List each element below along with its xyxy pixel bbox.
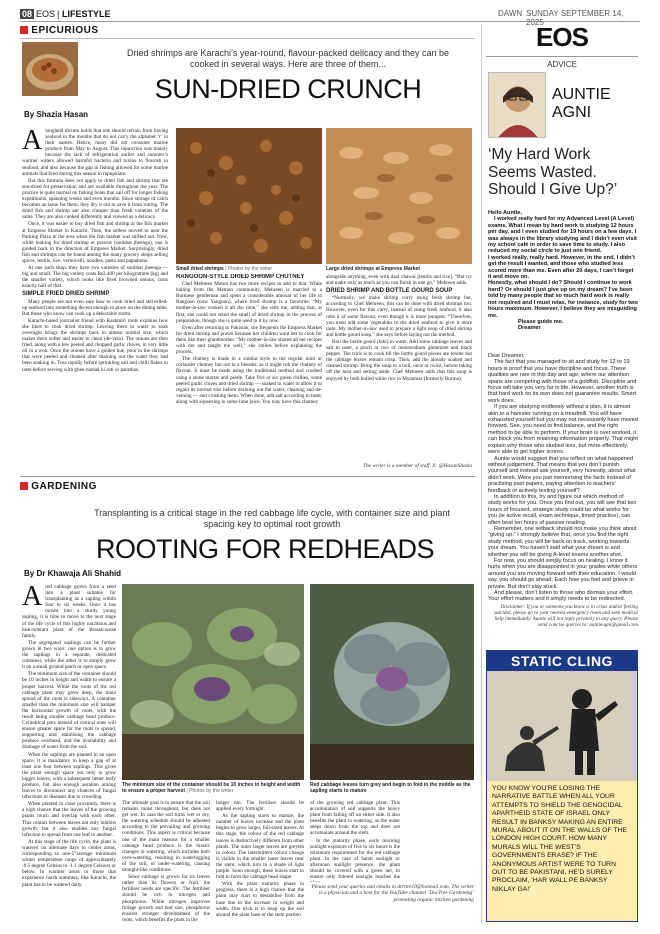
dropcap: A bbox=[22, 584, 43, 612]
gardening-column-3 bbox=[216, 800, 304, 926]
photo-credit: | Photos by the writer bbox=[186, 788, 234, 794]
cabbage-container-caption bbox=[122, 782, 304, 794]
large-shrimp-photo bbox=[326, 128, 472, 264]
auntie-agni-portrait bbox=[488, 72, 546, 138]
static-cling-panel bbox=[486, 650, 638, 922]
square-bullet-icon bbox=[20, 26, 28, 34]
epicurious-top-rule bbox=[20, 38, 475, 39]
eos-logo-rule bbox=[486, 56, 638, 57]
shrimp-bowl-image bbox=[22, 42, 78, 96]
large-shrimp-image bbox=[326, 128, 472, 264]
epicurious-column-1 bbox=[22, 128, 168, 470]
paragraph: If you are studying endlessly without a plan, it is almost akin to a hamster running on a treadmill. You will have exhausted yourself but you may not necessarily have moved forward. See, you need to find balance, and the right method to be able to perform. If your brain is over worked, it can block you from retaining information properly. That might explain why those who studied less, but more effectively, were able to get higher scores. bbox=[488, 404, 638, 456]
subsection-name: LIFESTYLE bbox=[62, 9, 111, 19]
paragraph: Once, it was easier to buy dried fish and shrimp at the fish market at Empress Market in Karachi. Then, the sellers moved to near the Parking Plaza in the area when the fish market was shifted out. Now, while looking for dried shrimp or prawns (soobhat jheenga), one is guided back in the direction of Empress Market. Surprisingly, dried fish and shrimps can be found among the many grocery shops selling spices, lentils, rice, vermicelli, noodles, pasta and papadums. bbox=[22, 221, 168, 264]
cabbage-mature-photo bbox=[310, 584, 474, 780]
letter-signoff: Please guide me. bbox=[518, 318, 564, 325]
issue-date: SUNDAY SEPTEMBER 14, 2025 bbox=[526, 9, 624, 27]
paragraph: The segregated saplings can be further grown in two ways: one option is to grow the saplings in a separate, dedicated container, while the other is to simply grow it on a small ground patch or open space. bbox=[22, 639, 116, 671]
eos-logo: EOS bbox=[536, 22, 588, 52]
gardening-top-rule bbox=[20, 476, 475, 477]
epicurious-title: SUN-DRIED CRUNCH bbox=[154, 74, 422, 104]
gardening-column-4 bbox=[310, 800, 400, 882]
section-separator: | bbox=[57, 9, 60, 19]
paragraph: Auntie would suggest that you reflect on what happened without judgement. That means that you don’t punish yourself and instead ask yourself, very honestly, about what didn’t work. Were you just memorising the facts instead of practising past papers, paying attention to teachers’ feedback or actively testing yourself? bbox=[488, 455, 636, 494]
paragraph: The minimum size of the container should be 10 inches in height and width to ensure a proper harvest. While the roots of the red cabbage plant may grow deep, the main spread of the roots is sideways. A container smaller than the minimum size will hamper the horizontal growth of roots, with the result being smaller cabbage head produce. Cylindrical pots instead of conical ones will ensure greater space for the roots to spread, supporting and stabilising the cabbage produce overhead, and the availability and drainage of water from the soil. bbox=[22, 671, 116, 751]
static-cling-header bbox=[487, 651, 637, 671]
gardening-deck: Transplanting is a critical stage in the red cabbage life cycle, with container size and plant spacing key to optimal root growth bbox=[94, 508, 450, 529]
paragraph: Many people are not even sure how to cook dried and shrivelled-up seafood into something decent enough to place on the dining table. But those who know can cook up a delectable storm. bbox=[22, 298, 168, 317]
advice-label: ADVICE bbox=[547, 60, 577, 69]
cabbage-container-image bbox=[122, 584, 304, 780]
paragraph: The ultimate goal is to ensure that the soil remains moist throughout, but does not get wet. In case the soil turns wet or dry, the watering schedule should be adjusted according to the prevailing and growing conditions. This aspect is critical because one of the main reasons for a smaller cabbage head produce is the drastic changes in watering, which includes both over-watering, resulting in waterlogging of the soil, or under-watering, causing drought-like conditions. bbox=[122, 800, 210, 874]
masthead bbox=[20, 8, 640, 27]
paragraph: Boil the bottle gourd (loki) in water. Add some cabbage leaves and salt to taste, a pinch or two of monosodium glutamate and black pepper. The trick is to cook till the bottle gourd pieces are tender but the cabbage leaves remain crisp. Then, add the already soaked and cleaned shrimp. Bring the soup to a boil, once or twice, before taking off the heat and setting aside. Chef Mehreen adds that this soup is enjoyed by both boiled white rice in Myanmar (formerly Burma). bbox=[326, 338, 472, 382]
shrimp-bowl-thumbnail bbox=[22, 42, 78, 96]
paragraph: The chutney is made in a similar style to the regular mint or coriander chutney but not in a blender, as it might rob the chutney of flavour. It must be made using the traditional method and crushed using a stone mortar and pestle. Take five or six green chillies, some peeled garlic cloves and dried shrimp — soaked in water to allow it to regain its normal size before draining out the water, cleaning and de-veining — and crushing them. When done, add salt according to taste, along with squeezing in some lime juice. You may have this chutney bbox=[176, 356, 322, 405]
paragraph: Even after returning to Pakistan, she frequents the Empress Market for dried shrimp and prawn because her children want her to cook for them like their grandmother. “My mother-in-law shared all her recipes with me and taught me well,” she smiles before explaining the process. bbox=[176, 324, 322, 356]
small-shrimp-caption bbox=[176, 266, 322, 272]
paragraph: When the saplings are planted in an open space, it is mandatory to keep a gap of at least one foot between saplings. This gives the plant enough space not only to grow bigger leaves, with a subsequent better leafy produce, but also enough aeration among leaves to disconnect any chances of fungal infections or diseases due to crowding. bbox=[22, 751, 116, 801]
cabbage-mature-image bbox=[310, 584, 474, 780]
paragraph: At this stage of the life cycle, the plant is watered on alternate days in colder areas, corresponding to one-5°average minimum winter temperature range of approximately -0.5 degree Celsius to -1.1 degree Celsius) or below. In warmer areas or those that experience harsh summers, like Karachi, the plant has to be watered daily. bbox=[22, 838, 116, 888]
cabbage-container-photo bbox=[122, 584, 304, 780]
epicurious-column-3 bbox=[326, 274, 472, 460]
caption-text: The minimum size of the container should be 10 inches in height and width to ensure a proper harvest bbox=[122, 782, 301, 794]
paragraph: alongside anything, even with daal chawal [lentils and rice]. “But try and make only as much as you can finish in one go,” Mehreen adds. bbox=[326, 274, 472, 287]
advice-headline: ‘My Hard Work Seems Wasted. Should I Give Up?’ bbox=[488, 146, 618, 198]
letter-body: I worked really hard for my Advanced Level (A Level) exams. What I mean by hard work is studying 12 hours per day, and I even studied for 19 hours on a few days. I was always in the library studying and I didn’t even visit my school café in order to save time to study. I also reduced my social circle to just one friend. I worked really, really hard. However, in the end, I didn’t get the result I wanted, and those who studied less scored more than me. Even after 20 days, I can’t forget it and move on. Honestly, what should I do? Should I continue to work hard? Or should I just give up on my dream? I’ve been told by many people that so much hard work is really not required and I must relax, for instance, study for two hours maximum. However, I believe they are misguiding me. bbox=[488, 216, 638, 319]
columnist-name bbox=[552, 86, 638, 122]
gardening-byline: By Dr Khawaja Ali Shahid bbox=[24, 569, 122, 578]
subheading: SIMPLE FRIED DRIED SHRIMP bbox=[22, 291, 110, 298]
caption-text: Small dried shrimps bbox=[176, 266, 224, 272]
advice-reply bbox=[488, 353, 638, 601]
static-cling-title: STATIC CLING bbox=[511, 653, 613, 669]
paragraph: In addition to this, try and figure out which method of study works for you. Once you find out, you will see that two hours of focused, strategic study could be what works for you (ie active recall, exam technique, timed practice), can often beat ten hours of passive reading. bbox=[488, 493, 637, 526]
sidebar-divider bbox=[481, 24, 482, 924]
paragraph: For now, you should simply focus on healing. I know it hurts when you are disappointed in your grades while others around you are moving forward with their education. I would say, you should go ahead. Each how you feel and grieve in private. But don’t stay stuck. bbox=[488, 558, 638, 590]
paragraph: And please, don’t listen to those who dismiss your effort. Your effort matters and it simply needs to be redirected. bbox=[488, 590, 634, 601]
paragraph: The fact that you managed to sit and study for 12 to 19 hours is proof that you have discipline and focus. These qualities are rare in this day and age, where our attention spans are competing with those of a goldfish. Discipline and focus will take you very far in life. However, another truth is that hard work on its own does not guarantee results. Smart work does. bbox=[488, 359, 637, 404]
epicurious-writer-note: The writer is a member of staff. X: @HasanShazia bbox=[362, 463, 472, 469]
paragraph: With the plant maturity phase in progress, there is a high chance that the plant may start to destabilise from the base due to the increase in weight and width. One trick is to heap up the soil around the plant base or the stem portion bbox=[216, 881, 304, 918]
columnist-illustration bbox=[489, 73, 546, 138]
page-number: 08 bbox=[22, 9, 33, 19]
paragraph: longer run. The fertiliser should be applied every fortnight. bbox=[216, 800, 304, 813]
static-cling-illustration bbox=[487, 671, 637, 781]
paragraph: When planted in close proximity, there is a high chance that the leaves of the growing plants touch and overlap with each other. This contact between leaves not only inhibits growth, but it also enables any fungal infection to spread from one leaf to another. bbox=[22, 801, 116, 838]
paragraph: “Normally, we make shrimp curry using fresh shrimp but, according to Chef Mehreen, this can be done with dried shrimps too. However, even for this curry, instead of using fresh seafood, it also robs it of some flavour, even though it is more pungent. “Therefore, you must add some vegetables to the dried seafood to give it more taste. My mother-in-law used to prepare a light soup of dried shrimp and bottle gourd soup,” she says before laying out the method. bbox=[326, 295, 472, 338]
square-bullet-icon bbox=[20, 482, 28, 490]
paragraph: But this formula does not apply to dried fish and shrimp that are sun-dried for preservation and are available throughout the year. The practice is quite normal on fishing boats that sail off for longer fishing expeditions, spanning weeks and even months. Since storage of catch becomes an issue for them, they dry it out to save it from rotting. The dried fish and shrimp are also cheaper than fresh varieties of the same. They are also cooked differently and viewed as a delicacy. bbox=[22, 177, 168, 221]
paragraph: Chef Mehreen Moton has two more recipes to add to that. While hailing from the Memon community, Mehreen is married to a Burmese gentleman and spent a considerable amount of her life in Rangoon (now Yangoon), where fried shrimp is a favourite. “My mother-in-law cooked it all the time,” she tells me, adding that, at first, she could not stand the smell of dried shrimp in the process of preparation, though she is quite used to it by now. bbox=[176, 281, 322, 324]
letter-signature: Dreamer bbox=[518, 325, 541, 332]
gardening-column-1 bbox=[22, 584, 116, 924]
columnist-name-line-1: AUNTIE bbox=[552, 86, 611, 103]
reply-greeting: Dear Dreamer, bbox=[488, 353, 525, 359]
epicurious-byline: By Shazia Hasan bbox=[24, 110, 89, 119]
epicurious-column-2 bbox=[176, 274, 322, 470]
static-cling-text: YOU KNOW YOU’RE LOSING THE NARRATIVE BATTLE WHEN ALL YOUR ATTEMPTS TO SHIELD THE GENOCIDAL APARTHEID STATE OF ISRAEL ONLY RESULT IN BANKSY MAKING AN ENTIRE MURAL ABOUT IT ON THE WALLS OF THE LONDON HIGH COURT. HOW MANY MURALS WILL THE WEST’S GOVERNMENTS ERASE? IF THE ANONYMOUS ARTIST WERE TO TURN OUT TO BE PAKISTANI, HE’D SURELY PROCLAIM, ‘HAR WALL PE BANKSY NIKLAY GA!’ bbox=[487, 781, 637, 921]
paragraph: of the growing red cabbage plant. This accumulation of soil supports the heavy plant from falling off on either side. It also benefits the plant in watering, as the water seeps down from the top and does not accumulate around the stem. bbox=[310, 800, 400, 837]
gardening-column-2 bbox=[122, 800, 210, 926]
paragraph: Since cabbage is grown for its leaves rather than its flowers or fruit, the fertiliser needs are specific. The fertiliser should be rich in nitrogen and phosphorus. While nitrogen improves foliage growth and leaf size, phosphorus ensures stronger development of the roots, which benefits the plant in the bbox=[122, 874, 210, 923]
paragraph: In the maturity phase, early morning sunlight exposure of five to six hours is the minimum requirement for the red cabbage plant. In the case of harsh sunlight or afternoon sunlight presence, the plant should be covered with a green net, to ensure only filtered sunlight reaches the bbox=[310, 837, 400, 881]
small-shrimp-image bbox=[176, 128, 322, 264]
subheading: RANGOON-STYLE DRIED SHRIMP CHUTNEY bbox=[176, 274, 305, 280]
cabbage-mature-caption: Red cabbage leaves turn grey and begin to fold in the middle as the sapling starts to mature bbox=[310, 782, 471, 794]
advice-disclaimer: Disclaimer: If you or someone you know is in crisis and/or feeling suicidal, please go to your nearest emergency room and seek medical help immediately. Auntie will not reply privately to any query. Please send concise queries to: auntieagni@gmail.com bbox=[494, 604, 638, 628]
gardening-section-label bbox=[20, 481, 97, 493]
banksy-mural-image bbox=[487, 671, 637, 781]
gardening-label: GARDENING bbox=[31, 481, 97, 492]
paragraph: Karachi-based journalist friend with Kashmiri roots explains how she likes to cook dried shrimp. Leaving them in water to soak overnight brings the shrimps back to almost normal size, which makes them softer and easier to clean (de-vein). The onions are then fried, along with a few peeled and chopped garlic cloves, in very little oil in a wok. Once the onions have a golden hue, pour in the shrimps that were peeled and cleaned after draining out the water they had been soaking in. Toss rapidly before sprinkling salt and chilli flakes to taste before serving with ghee-namak ki roti or parathas. bbox=[22, 317, 168, 373]
section-name: EOS bbox=[36, 9, 56, 19]
gardening-title: ROOTING FOR REDHEADS bbox=[95, 534, 435, 564]
paragraph: longheld dictum holds that one should refrain from having seafood in the months that do not carry the alphabet ‘r’ in their names. Hence, many did not consume marine produce from May to August. This injunction was mainly because the lack of refrigeration earlier and summer’s warmer waters allowed harmful bacteria and toxins to flourish in seafood, and also because the gap in fishing allowed for some marine animals that bred during this season to repopulate. bbox=[22, 128, 168, 177]
paragraph: Remember, one setback should not make you think about “giving up.” I strongly believe that, once you find the right study method, you will be back on track, working towards your dream. You haven’t said what your dream is and whether you will be giving A-level exams another shot. bbox=[488, 525, 637, 558]
letter-greeting: Hello Auntie, bbox=[488, 210, 522, 216]
small-shrimp-photo bbox=[176, 128, 322, 264]
paper-name: DAWN bbox=[498, 9, 523, 18]
photo-credit: | Photos by the writer bbox=[225, 266, 273, 272]
epicurious-deck: Dried shrimps are Karachi’s year-round, flavour-packed delicacy and they can be cooked in several ways. Here are three of them... bbox=[127, 48, 449, 69]
dropcap: A bbox=[22, 128, 43, 156]
paragraph: As the sapling starts to mature, the number of leaves increase and the plant begins to grow larger, full-sized leaves. At this stage, the colour of the red cabbage leaves is distinctively different from other plants. The outer larger leaves are greyish in colour. The intermittent colour change is visible in the smaller inner leaves near the stem, which turn to a shade of light purple. Soon enough, these leaves start to fold to form the cabbage head shape. bbox=[216, 813, 304, 881]
paragraph: red cabbage grows from a seed into a plant suitable for transplanting as a sapling within four to six weeks. Once it has turned into a sturdy young sapling, it is time to move to the next stage of the life cycle of this highly nutritious and heat-tolerant plant of the Brassicaceae family. bbox=[22, 584, 116, 639]
epicurious-label: EPICURIOUS bbox=[31, 25, 99, 36]
gardening-writer-note: Please send your queries and emails to drtrtre10@hotmail.com. The writer is a physician and a host for the YouTube channel ‘DocTree Gardening’ promoting organic kitchen gardening bbox=[311, 884, 474, 903]
epicurious-section-label bbox=[20, 25, 99, 37]
large-shrimp-caption: Large dried shrimps at Empress Market bbox=[326, 266, 420, 272]
paragraph: At one such shop, they have two varieties of soobhat jheenga — big and small. The big variety costs Rs2,400 per kilogramme (kg) and the smaller variety, which looks like fried browned onions, costs exactly half of that. bbox=[22, 265, 168, 290]
subheading: DRIED SHRIMP AND BOTTLE GOURD SOUP bbox=[326, 288, 453, 295]
advice-letter bbox=[488, 210, 638, 332]
columnist-name-line-2: AGNI bbox=[552, 104, 592, 121]
